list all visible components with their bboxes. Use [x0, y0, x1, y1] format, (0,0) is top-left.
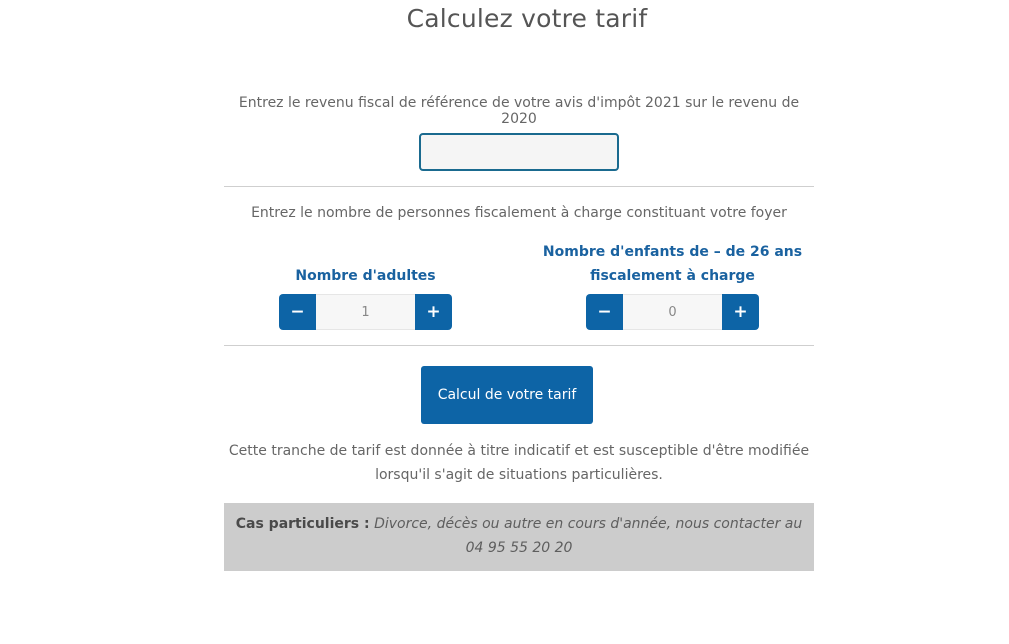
divider-bottom: [224, 345, 814, 346]
children-label-line2: fiscalement à charge: [590, 268, 755, 284]
adults-decrement-button[interactable]: −: [279, 294, 316, 330]
divider-top: [224, 186, 814, 187]
calculate-button[interactable]: Calcul de votre tarif: [421, 366, 593, 424]
disclaimer-note: [224, 439, 814, 487]
special-cases-text: Divorce, décès ou autre en cours d'année, nous contacter au 04 95 55 20 20: [374, 516, 803, 556]
children-label: [536, 240, 809, 288]
revenue-input[interactable]: [419, 133, 619, 171]
disclaimer-line2: lorsqu'il s'agit de situations particulières.: [375, 467, 663, 483]
children-count-input[interactable]: [623, 294, 722, 330]
adults-increment-button[interactable]: +: [415, 294, 452, 330]
adults-stepper: [279, 294, 452, 330]
disclaimer-line1: Cette tranche de tarif est donnée à titre indicatif et est susceptible d'être modifiée: [228, 443, 810, 459]
adults-count-input[interactable]: [316, 294, 415, 330]
household-instruction: Entrez le nombre de personnes fiscalement à charge constituant votre foyer: [251, 205, 787, 221]
adults-label: Nombre d'adultes: [295, 268, 436, 284]
children-stepper: [586, 294, 759, 330]
children-label-line1: Nombre d'enfants de – de 26 ans: [542, 244, 803, 260]
children-increment-button[interactable]: +: [722, 294, 759, 330]
special-cases-label: Cas particuliers :: [235, 516, 370, 532]
special-cases-box: [224, 503, 814, 571]
children-decrement-button[interactable]: −: [586, 294, 623, 330]
page-title: Calculez votre tarif: [406, 4, 648, 33]
revenue-instruction: Entrez le revenu fiscal de référence de votre avis d'impôt 2021 sur le revenu de 2020: [238, 95, 800, 127]
